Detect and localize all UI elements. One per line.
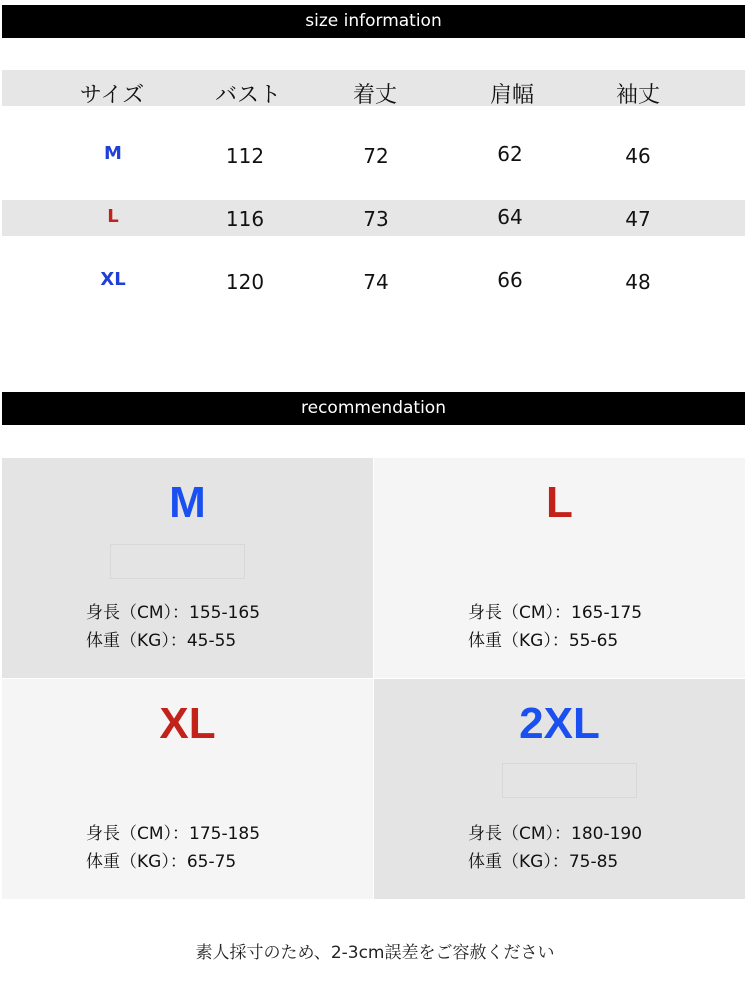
recommendation-card-m [2,458,373,678]
card-weight-range: 体重（KG）：55-65 [468,631,619,651]
bust-value: 112 [225,144,265,168]
table-row [2,200,745,236]
shoulder-value: 66 [497,268,523,292]
size-label-m: M [104,143,122,164]
bust-value: 120 [225,270,265,294]
measurement-note: 素人採寸のため、2-3cm誤差をご容赦ください [195,943,555,963]
size-label-l: L [107,206,119,227]
card-size-label: M [169,478,206,527]
card-height-range: 身長（CM）：165-175 [468,603,643,623]
card-weight-range: 体重（KG）：65-75 [86,852,237,872]
recommendation-title: recommendation [301,398,446,418]
card-size-label: L [546,478,573,527]
recommendation-card-l [374,458,745,678]
sleeve-value: 47 [625,207,651,231]
card-height-range: 身長（CM）：180-190 [468,824,643,844]
recommendation-card-2xl [374,679,745,899]
image-placeholder [502,763,637,798]
sleeve-value: 48 [625,270,651,294]
bust-value: 116 [225,207,265,231]
size-table-header [2,70,745,106]
sleeve-value: 46 [625,144,651,168]
card-weight-range: 体重（KG）：45-55 [86,631,237,651]
shoulder-value: 62 [497,142,523,166]
size-label-xl: XL [100,269,126,290]
recommendation-grid [2,458,745,899]
header-sleeve: 袖丈 [615,83,661,108]
recommendation-banner [2,392,745,425]
recommendation-card-xl [2,679,373,899]
header-length: 着丈 [352,83,398,108]
length-value: 72 [363,144,389,168]
size-information-banner [2,5,745,38]
header-shoulder: 肩幅 [489,83,535,108]
card-height-range: 身長（CM）：155-165 [86,603,261,623]
table-row [2,266,745,296]
size-information-title: size information [305,11,442,31]
table-row [2,140,745,170]
card-height-range: 身長（CM）：175-185 [86,824,261,844]
length-value: 73 [363,207,389,231]
length-value: 74 [363,270,389,294]
card-size-label: XL [159,699,216,748]
card-size-label: 2XL [519,699,600,748]
header-size: サイズ [79,83,145,108]
image-placeholder [110,544,245,579]
shoulder-value: 64 [497,205,523,229]
card-weight-range: 体重（KG）：75-85 [468,852,619,872]
header-bust: バスト [214,83,282,108]
